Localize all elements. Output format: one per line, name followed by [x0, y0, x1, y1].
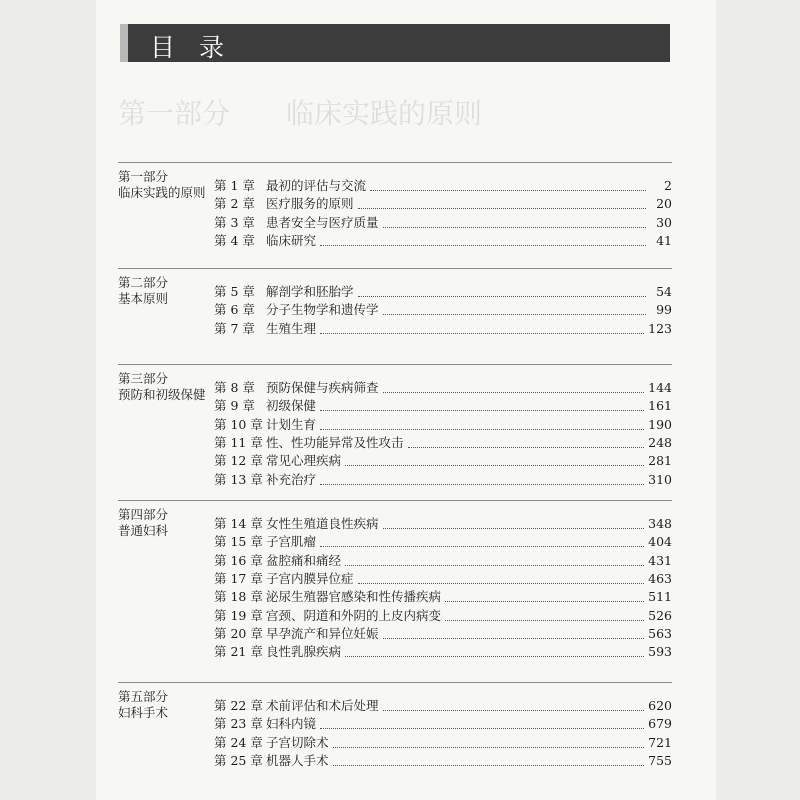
part-number: 第三部分	[118, 371, 169, 386]
page-number: 404	[648, 534, 672, 550]
dot-leader	[358, 295, 646, 297]
chapter-title: 生殖生理	[266, 320, 317, 336]
chapter-row[interactable]	[214, 515, 672, 533]
dot-leader	[358, 207, 646, 209]
chapter-title: 盆腔痛和痛经	[266, 552, 342, 568]
dot-leader	[383, 391, 645, 393]
chapter-row[interactable]	[214, 177, 672, 195]
dot-leader	[320, 545, 644, 547]
chapter-number: 第 4 章	[214, 232, 255, 248]
chapter-number: 第 15 章	[214, 534, 263, 550]
chapter-row[interactable]	[214, 301, 672, 319]
dot-leader	[383, 709, 645, 711]
chapter-number: 第 6 章	[214, 302, 255, 318]
part-title: 临床实践的原则	[118, 185, 206, 200]
dot-leader	[383, 527, 645, 529]
part-title: 普通妇科	[118, 523, 169, 538]
dot-leader	[320, 332, 644, 334]
chapter-row[interactable]	[214, 320, 672, 338]
dot-leader	[320, 727, 644, 729]
page-number: 511	[648, 589, 672, 605]
dot-leader	[320, 244, 646, 246]
chapter-number: 第 5 章	[214, 284, 255, 299]
chapter-title: 性、性功能异常及性攻击	[266, 434, 404, 450]
toc-header-bar	[120, 24, 670, 62]
chapter-row[interactable]	[214, 715, 672, 733]
part-title: 基本原则	[118, 291, 169, 306]
page-number: 20	[656, 196, 672, 212]
chapter-title: 妇科内镜	[266, 716, 317, 732]
chapter-row[interactable]	[214, 697, 672, 715]
chapter-title: 泌尿生殖器官感染和性传播疾病	[266, 589, 442, 605]
chapter-row[interactable]	[214, 214, 672, 232]
part-label	[118, 275, 168, 307]
page-number: 310	[648, 471, 672, 487]
chapter-number: 第 25 章	[214, 752, 263, 768]
page-number: 593	[648, 644, 672, 660]
chapter-number: 第 3 章	[214, 214, 255, 230]
chapter-title: 分子生物学和遗传学	[266, 302, 379, 318]
chapter-number: 第 18 章	[214, 589, 263, 605]
page-number: 431	[648, 552, 672, 568]
chapter-title: 补充治疗	[266, 471, 317, 487]
bleed-through-text	[118, 92, 678, 152]
chapter-number: 第 17 章	[214, 570, 263, 586]
page-number: 721	[648, 734, 672, 750]
chapter-title: 宫颈、阴道和外阴的上皮内病变	[266, 607, 442, 623]
page-number: 123	[648, 320, 672, 336]
page-number: 190	[648, 416, 672, 432]
chapter-row[interactable]	[214, 625, 672, 643]
chapter-title: 术前评估和术后处理	[266, 698, 379, 713]
toc-part	[118, 364, 672, 495]
chapter-row[interactable]	[214, 570, 672, 588]
page-number: 281	[648, 453, 672, 469]
dot-leader	[383, 226, 646, 228]
page-number: 348	[648, 516, 672, 531]
chapter-title: 良性乳腺疾病	[266, 644, 342, 660]
part-label	[118, 689, 168, 721]
dot-leader	[370, 189, 646, 191]
chapter-title: 子宫肌瘤	[266, 534, 317, 550]
page-number: 463	[648, 570, 672, 586]
dot-leader	[445, 619, 644, 621]
bleed-through-part: 第一部分	[118, 97, 231, 130]
chapter-row[interactable]	[214, 588, 672, 606]
dot-leader	[408, 446, 645, 448]
chapter-row[interactable]	[214, 607, 672, 625]
dot-leader	[345, 564, 644, 566]
page-number: 41	[656, 232, 672, 248]
page-number: 99	[656, 302, 672, 318]
chapter-title: 初级保健	[266, 398, 317, 414]
page-number: 679	[648, 716, 672, 732]
chapter-number: 第 11 章	[214, 434, 263, 450]
chapter-title: 常见心理疾病	[266, 453, 342, 469]
page-number: 248	[648, 434, 672, 450]
chapter-number: 第 23 章	[214, 716, 263, 732]
chapter-number: 第 2 章	[214, 196, 255, 212]
part-label	[118, 507, 168, 539]
page-number: 2	[664, 178, 672, 193]
chapter-title: 最初的评估与交流	[266, 178, 367, 193]
chapter-number: 第 10 章	[214, 416, 263, 432]
page-number: 144	[648, 380, 672, 395]
toc-part	[118, 162, 672, 256]
chapter-number: 第 12 章	[214, 453, 263, 469]
dot-leader	[333, 764, 645, 766]
part-title: 预防和初级保健	[118, 387, 206, 402]
chapter-number: 第 1 章	[214, 178, 255, 193]
part-number: 第二部分	[118, 275, 169, 290]
chapter-number: 第 8 章	[214, 380, 255, 395]
part-title: 妇科手术	[118, 705, 169, 720]
chapter-row[interactable]	[214, 195, 672, 213]
dot-leader	[345, 464, 644, 466]
chapter-title: 子宫内膜异位症	[266, 570, 354, 586]
chapter-number: 第 21 章	[214, 644, 263, 660]
page-number: 526	[648, 607, 672, 623]
chapter-title: 女性生殖道良性疾病	[266, 516, 379, 531]
chapter-number: 第 20 章	[214, 625, 263, 641]
chapter-title: 预防保健与疾病筛查	[266, 380, 379, 395]
chapter-row[interactable]	[214, 452, 672, 470]
dot-leader	[320, 428, 644, 430]
part-label	[118, 169, 206, 201]
chapter-number: 第 19 章	[214, 607, 263, 623]
chapter-number: 第 24 章	[214, 734, 263, 750]
part-number: 第一部分	[118, 169, 169, 184]
dot-leader	[345, 655, 644, 657]
chapter-row[interactable]	[214, 434, 672, 452]
toc-part	[118, 268, 672, 344]
part-number: 第四部分	[118, 507, 169, 522]
chapter-title: 机器人手术	[266, 752, 329, 768]
dot-leader	[320, 409, 644, 411]
chapter-row[interactable]	[214, 416, 672, 434]
chapter-row[interactable]	[214, 734, 672, 752]
toc-part	[118, 500, 672, 667]
dot-leader	[383, 313, 646, 315]
chapter-row[interactable]	[214, 232, 672, 250]
chapter-title: 医疗服务的原则	[266, 196, 354, 212]
chapter-row[interactable]	[214, 379, 672, 397]
chapter-number: 第 7 章	[214, 320, 255, 336]
page-number: 161	[648, 398, 672, 414]
page-number: 620	[648, 698, 672, 713]
chapter-row[interactable]	[214, 752, 672, 770]
chapter-title: 计划生育	[266, 416, 317, 432]
toc-title: 目录	[150, 33, 249, 62]
toc-part	[118, 682, 672, 776]
bleed-through-heading: 临床实践的原则	[286, 97, 483, 130]
chapter-number: 第 9 章	[214, 398, 255, 414]
part-label	[118, 371, 206, 403]
chapter-row[interactable]	[214, 643, 672, 661]
page-number: 755	[648, 752, 672, 768]
chapter-title: 早孕流产和异位妊娠	[266, 625, 379, 641]
header-accent	[120, 24, 128, 62]
dot-leader	[320, 483, 644, 485]
chapter-row[interactable]	[214, 533, 672, 551]
chapter-title: 患者安全与医疗质量	[266, 214, 379, 230]
dot-leader	[445, 600, 644, 602]
chapter-title: 解剖学和胚胎学	[266, 284, 354, 299]
part-number: 第五部分	[118, 689, 169, 704]
page-number: 30	[656, 214, 672, 230]
chapter-row[interactable]	[214, 471, 672, 489]
dot-leader	[333, 746, 645, 748]
chapter-title: 临床研究	[266, 232, 317, 248]
chapter-row[interactable]	[214, 283, 672, 301]
chapter-title: 子宫切除术	[266, 734, 329, 750]
page-number: 563	[648, 625, 672, 641]
chapter-row[interactable]	[214, 552, 672, 570]
chapter-row[interactable]	[214, 397, 672, 415]
chapter-number: 第 22 章	[214, 698, 263, 713]
chapter-number: 第 14 章	[214, 516, 263, 531]
dot-leader	[383, 637, 645, 639]
page-number: 54	[656, 284, 672, 299]
chapter-number: 第 16 章	[214, 552, 263, 568]
chapter-number: 第 13 章	[214, 471, 263, 487]
dot-leader	[358, 582, 645, 584]
